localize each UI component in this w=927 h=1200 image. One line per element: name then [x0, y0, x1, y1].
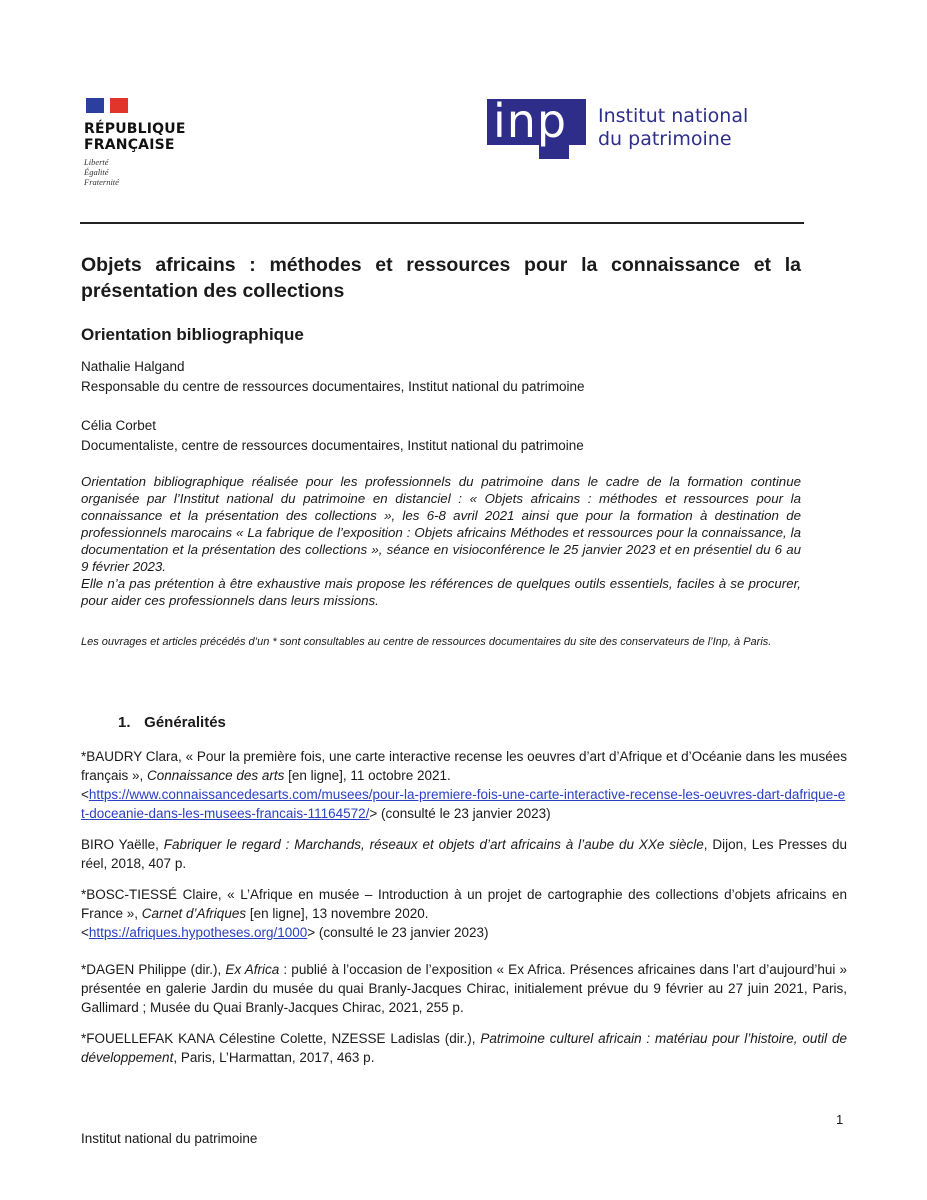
flag-blue-block: [86, 98, 104, 113]
rf-name: RÉPUBLIQUE FRANÇAISE: [84, 121, 186, 153]
page-number: 1: [836, 1112, 844, 1127]
reference-entry: *BOSC-TIESSÉ Claire, « L’Afrique en musée – Introduction à un projet de cartographie des collections d’objets africains en France », Carnet d’Afriques [en ligne], 13 novembre 2020. <https://afriques.hypotheses.org/1000> (consulté le 23 janvier 2023): [81, 887, 847, 940]
reference-entry: BIRO Yaëlle, Fabriquer le regard : Marchands, réseaux et objets d’art africains à l’aube du XXe siècle, Dijon, Les Presses du réel, 2018, 407 p.: [81, 837, 847, 871]
author-role: Responsable du centre de ressources documentaires, Institut national du patrimoine: [81, 379, 585, 394]
reference-entry: *DAGEN Philippe (dir.), Ex Africa : publié à l’occasion de l’exposition « Ex Africa. Présences africaines dans l’art d’aujourd’hui » présentée en galerie Jardin du musée du quai Branly-Jacques Chirac, initialement prévue du 9 février au 27 juin 2021, Paris, Gallimard ; Musée du Quai Branly-Jacques Chirac, 2021, 255 p.: [81, 962, 847, 1015]
availability-note: Les ouvrages et articles précédés d’un * sont consultables au centre de ressources documentaires du site des conservateurs de l’Inp, à Paris.: [81, 636, 772, 648]
section-number: 1.: [118, 714, 131, 731]
flag-red-block: [110, 98, 128, 113]
section-heading: [118, 714, 226, 731]
author-name: Célia Corbet: [81, 418, 157, 433]
author-block: [81, 416, 584, 456]
document-subtitle: Orientation bibliographique: [81, 325, 304, 344]
republique-francaise-logo: [84, 98, 204, 187]
section-title: Généralités: [144, 714, 226, 731]
author-block: [81, 357, 585, 397]
reference-link[interactable]: https://www.connaissancedesarts.com/musees/pour-la-premiere-fois-une-carte-interactive-recense-les-oeuvres-dart-dafrique-et-doceanie-dans-les-musees-francais-11164572/: [81, 787, 846, 821]
reference-entry: *FOUELLEFAK KANA Célestine Colette, NZESSE Ladislas (dir.), Patrimoine culturel africain : matériau pour l’histoire, outil de développement, Paris, L’Harmattan, 2017, 463 p.: [81, 1031, 847, 1065]
marianne-flag-icon: [86, 98, 204, 114]
author-name: Nathalie Halgand: [81, 359, 185, 374]
intro-paragraph: Elle n’a pas prétention à être exhaustive mais propose les références de quelques outils essentiels, faciles à se procurer, pour aider ces professionnels dans leurs missions.: [81, 576, 801, 608]
author-role: Documentaliste, centre de ressources documentaires, Institut national du patrimoine: [81, 438, 584, 453]
reference-entry: *BAUDRY Clara, « Pour la première fois, une carte interactive recense les oeuvres d’art d’Afrique et d’Océanie dans les musées français », Connaissance des arts [en ligne], 11 octobre 2021. <https://www.connaissancedesarts.com/musees/pour-la-premiere-fois-une-carte-interactive-recense-les-oeuvres-dart-dafrique-et-doceanie-dans-les-musees-francais-11164572/> (consulté le 23 janvier 2023): [81, 749, 847, 821]
rf-motto: Liberté Égalité Fraternité: [84, 157, 119, 187]
intro-paragraph: Orientation bibliographique réalisée pour les professionnels du patrimoine dans le cadre de la formation continue organisée par l’Institut national du patrimoine en distanciel : « Objets africains : méthodes et ressources pour la connaissance et la présentation des collections », les 6-8 avril 2021 ainsi que pour la formation à destination de professionnels marocains « La fabrique de l’exposition : Objets africains Méthodes et ressources pour la connaissance, la documentation et la présentation des collections », séance en visioconférence le 25 janvier 2023 et en présentiel du 6 au 9 février 2023.: [81, 474, 801, 574]
intro-text: [81, 473, 801, 609]
header-divider: [80, 222, 804, 224]
document-title: Objets africains : méthodes et ressources pour la connaissance et la présentation des collections: [81, 254, 801, 302]
page-footer: Institut national du patrimoine: [81, 1131, 258, 1146]
inp-logo-text: Institut national du patrimoine: [598, 105, 749, 150]
inp-logo: [487, 94, 749, 159]
reference-link[interactable]: https://afriques.hypotheses.org/1000: [88, 925, 308, 940]
inp-logo-mark: inp: [487, 99, 586, 159]
